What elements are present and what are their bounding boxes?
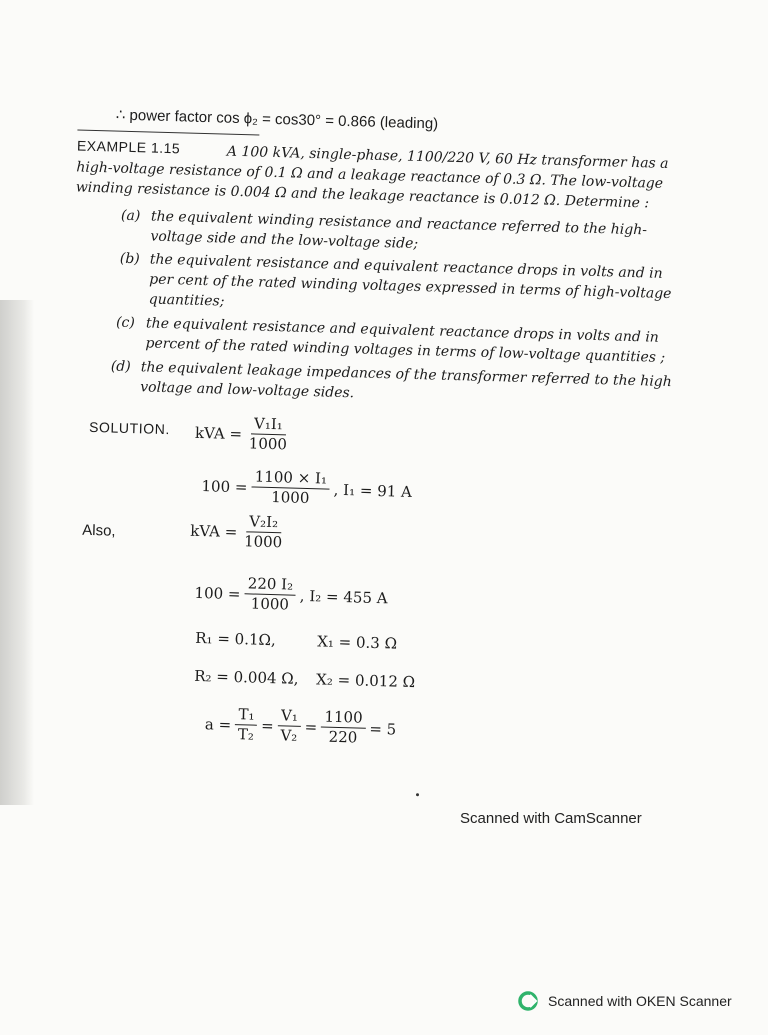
eq-right: X₁ = 0.3 Ω <box>316 632 398 653</box>
fraction <box>235 705 258 745</box>
eq-left: R₂ = 0.004 Ω, <box>193 666 299 688</box>
eq-result: , I₂ = 455 A <box>299 586 388 607</box>
list-item <box>119 250 679 325</box>
previous-result-line: ∴ power factor cos ϕ₂ = cos30° = 0.866 (leading) <box>115 106 439 133</box>
fraction <box>251 467 330 508</box>
equation-kva-high <box>194 413 294 455</box>
equation-kva-low <box>190 511 290 553</box>
fraction <box>321 707 366 747</box>
numerator: T₁ <box>235 705 258 726</box>
oken-watermark-text: Scanned with OKEN Scanner <box>548 993 732 1009</box>
fraction <box>246 414 291 454</box>
numerator: V₂I₂ <box>246 512 281 533</box>
oken-watermark <box>518 991 732 1011</box>
example-label: EXAMPLE 1.15 <box>77 137 185 156</box>
denominator: 1000 <box>250 594 290 614</box>
equation-r1-x1 <box>195 629 397 653</box>
fraction <box>241 512 286 552</box>
denominator: V₂ <box>280 726 298 745</box>
equation-i1 <box>201 466 412 511</box>
eq-equals: = <box>304 717 318 736</box>
camscanner-watermark: Scanned with CamScanner <box>460 810 642 827</box>
numerator: 220 I₂ <box>244 574 296 595</box>
list-marker: (b) <box>119 250 140 268</box>
eq-lhs: a = <box>204 714 232 734</box>
denominator: T₂ <box>237 725 255 744</box>
denominator: 220 <box>328 727 358 747</box>
list-item-text: the equivalent resistance and equivalent reactance drops in volts and in per cent of the rated winding voltages expressed in terms of high-voltage quantities; <box>148 251 672 310</box>
eq-lhs: 100 = <box>194 583 241 603</box>
solution-label: SOLUTION. <box>88 418 171 438</box>
oken-logo-icon <box>518 991 538 1011</box>
equation-r2-x2 <box>194 667 415 691</box>
numerator: V₁ <box>278 706 301 727</box>
fraction <box>244 574 296 614</box>
eq-result: = 5 <box>369 719 397 739</box>
eq-lhs: kVA = <box>194 423 243 443</box>
eq-right: X₂ = 0.012 Ω <box>315 670 416 692</box>
list-marker: (d) <box>110 358 131 376</box>
denominator: 1000 <box>243 532 283 552</box>
eq-lhs: kVA = <box>190 521 238 541</box>
eq-result: , I₁ = 91 A <box>333 480 413 501</box>
numerator: 1100 × I₁ <box>251 467 330 489</box>
list-item-text: the equivalent winding resistance and reactance referred to the high-voltage side and the low-voltage side; <box>150 208 648 253</box>
speck <box>416 793 419 796</box>
list-item-text: the equivalent leakage impedances of the transformer referred to the high voltage and low-voltage sides. <box>140 359 672 402</box>
list-marker: (a) <box>120 207 141 225</box>
equation-i2 <box>194 573 388 617</box>
also-label: Also, <box>82 521 116 540</box>
equation-turns-ratio <box>204 704 396 748</box>
denominator: 1000 <box>248 434 288 454</box>
list-item-text: the equivalent resistance and equivalent reactance drops in volts and in percent of the rated winding voltages in terms of low-voltage quantities ; <box>145 315 666 366</box>
example-statement: A 100 kVA, single-phase, 1100/220 V, 60 Hz transformer has a high-voltage resistance of 0.1 Ω and a leakage reactance of 0.3 Ω. The low-voltage winding resistance is 0.004 Ω and the leakage reactance is 0.012 Ω. Determine : <box>75 143 669 212</box>
numerator: 1100 <box>321 707 366 728</box>
numerator: V₁I₁ <box>251 414 286 435</box>
list-marker: (c) <box>115 314 136 332</box>
section-divider <box>77 129 259 135</box>
eq-equals: = <box>260 716 275 735</box>
fraction <box>277 706 301 746</box>
eq-lhs: 100 = <box>201 476 248 496</box>
eq-left: R₁ = 0.1Ω, <box>195 628 276 650</box>
denominator: 1000 <box>270 488 310 508</box>
